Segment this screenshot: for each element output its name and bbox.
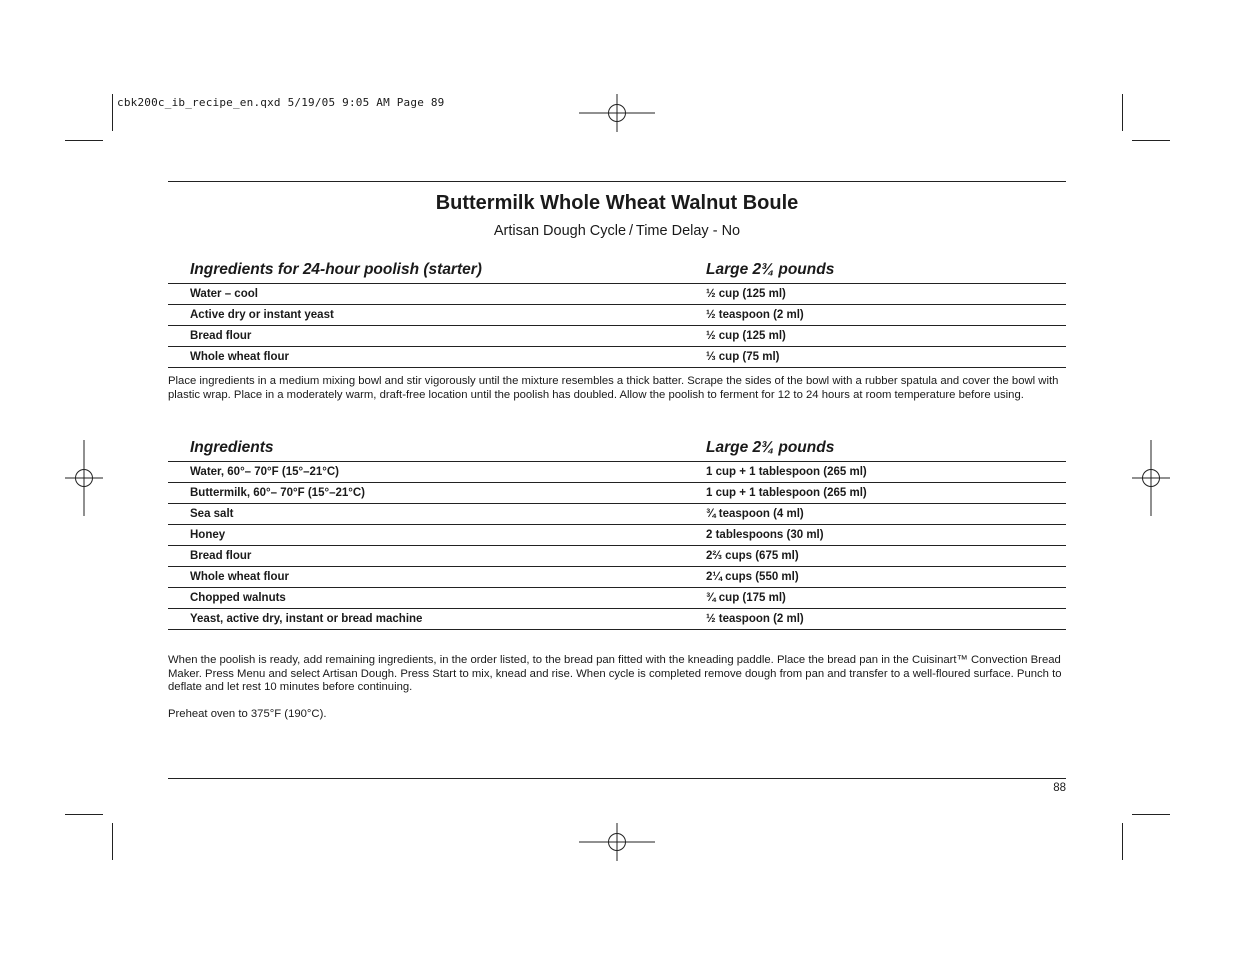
ingredient-name: Water – cool (190, 288, 258, 300)
recipe-subtitle: Artisan Dough Cycle / Time Delay - No (493, 223, 741, 239)
crop-mark (1132, 140, 1170, 141)
crop-mark (112, 94, 113, 131)
ingredient-name: Whole wheat flour (190, 571, 290, 583)
table-row (168, 608, 1066, 630)
poolish-instructions: Place ingredients in a medium mixing bowl and stir vigorously until the mixture resembles a thick batter. Scrape the sides of the bowl with a rubber spatula and cover the bowl with plastic wrap. Place in a moderately warm, draft-free location until the poolish has doubled. Allow the poolish to ferment for 12 to 24 hours at room temperature before using. (168, 375, 1059, 401)
crop-mark (112, 823, 113, 860)
page-number: 88 (1053, 782, 1066, 794)
main-header-ingredients: Ingredients (190, 439, 274, 456)
ingredient-amount: ½ cup (125 ml) (706, 288, 786, 300)
table-row (168, 545, 1066, 566)
table-row (168, 304, 1066, 325)
poolish-table (168, 283, 1066, 368)
table-row (168, 482, 1066, 503)
ingredient-amount: ¾ cup (175 ml) (706, 592, 786, 604)
ingredient-amount: 2 tablespoons (30 ml) (706, 529, 824, 541)
table-row (168, 503, 1066, 524)
ingredient-amount: 1 cup + 1 tablespoon (265 ml) (706, 466, 867, 478)
table-row (168, 524, 1066, 545)
crop-mark (1132, 814, 1170, 815)
main-header-amount: Large 2¾ pounds (706, 439, 835, 456)
ingredient-amount: ½ teaspoon (2 ml) (706, 613, 804, 625)
table-row (168, 461, 1066, 482)
ingredient-amount: 2¼ cups (550 ml) (706, 571, 799, 583)
ingredient-name: Water, 60°– 70°F (15°–21°C) (190, 466, 340, 478)
table-row (168, 283, 1066, 304)
recipe-title: Buttermilk Whole Wheat Walnut Boule (435, 192, 799, 214)
ingredient-name: Yeast, active dry, instant or bread machine (190, 613, 423, 625)
crop-mark (1122, 94, 1123, 131)
ingredient-amount: ½ teaspoon (2 ml) (706, 309, 804, 321)
crop-mark (1122, 823, 1123, 860)
ingredient-name: Active dry or instant yeast (190, 309, 334, 321)
top-rule (168, 181, 1066, 182)
print-slug: cbk200c_ib_recipe_en.qxd 5/19/05 9:05 AM Page 89 (117, 96, 445, 109)
ingredient-amount: ⅓ cup (75 ml) (706, 351, 780, 363)
ingredient-amount: 2⅔ cups (675 ml) (706, 550, 799, 562)
ingredient-amount: ¾ teaspoon (4 ml) (706, 508, 804, 520)
table-row (168, 325, 1066, 346)
ingredient-name: Buttermilk, 60°– 70°F (15°–21°C) (190, 487, 365, 499)
registration-mark-top (579, 94, 655, 132)
table-row (168, 587, 1066, 608)
poolish-header-ingredients: Ingredients for 24-hour poolish (starter) (190, 261, 482, 278)
preheat-instruction: Preheat oven to 375°F (190°C). (168, 708, 327, 720)
ingredient-name: Chopped walnuts (190, 592, 286, 604)
table-row (168, 566, 1066, 587)
ingredient-name: Bread flour (190, 550, 252, 562)
main-instructions: When the poolish is ready, add remaining ingredients, in the order listed, to the bread pan fitted with the kneading paddle. Place the bread pan in the Cuisinart™ Convection Bread Maker. Press Menu and select Artisan Dough. Press Start to mix, knead and rise. When cycle is completed remove dough from pan and transfer to a well-floured surface. Punch to deflate and let rest 10 minutes before continuing. (168, 654, 1062, 693)
ingredient-amount: ½ cup (125 ml) (706, 330, 786, 342)
poolish-header-amount: Large 2¾ pounds (706, 261, 835, 278)
registration-mark-left (65, 440, 103, 516)
ingredient-name: Honey (190, 529, 226, 541)
crop-mark (65, 140, 103, 141)
registration-mark-bottom (579, 823, 655, 861)
table-row (168, 346, 1066, 368)
registration-mark-right (1132, 440, 1170, 516)
ingredient-name: Sea salt (190, 508, 234, 520)
bottom-rule (168, 778, 1066, 779)
ingredient-amount: 1 cup + 1 tablespoon (265 ml) (706, 487, 867, 499)
ingredient-name: Whole wheat flour (190, 351, 290, 363)
ingredients-table (168, 461, 1066, 630)
crop-mark (65, 814, 103, 815)
ingredient-name: Bread flour (190, 330, 252, 342)
